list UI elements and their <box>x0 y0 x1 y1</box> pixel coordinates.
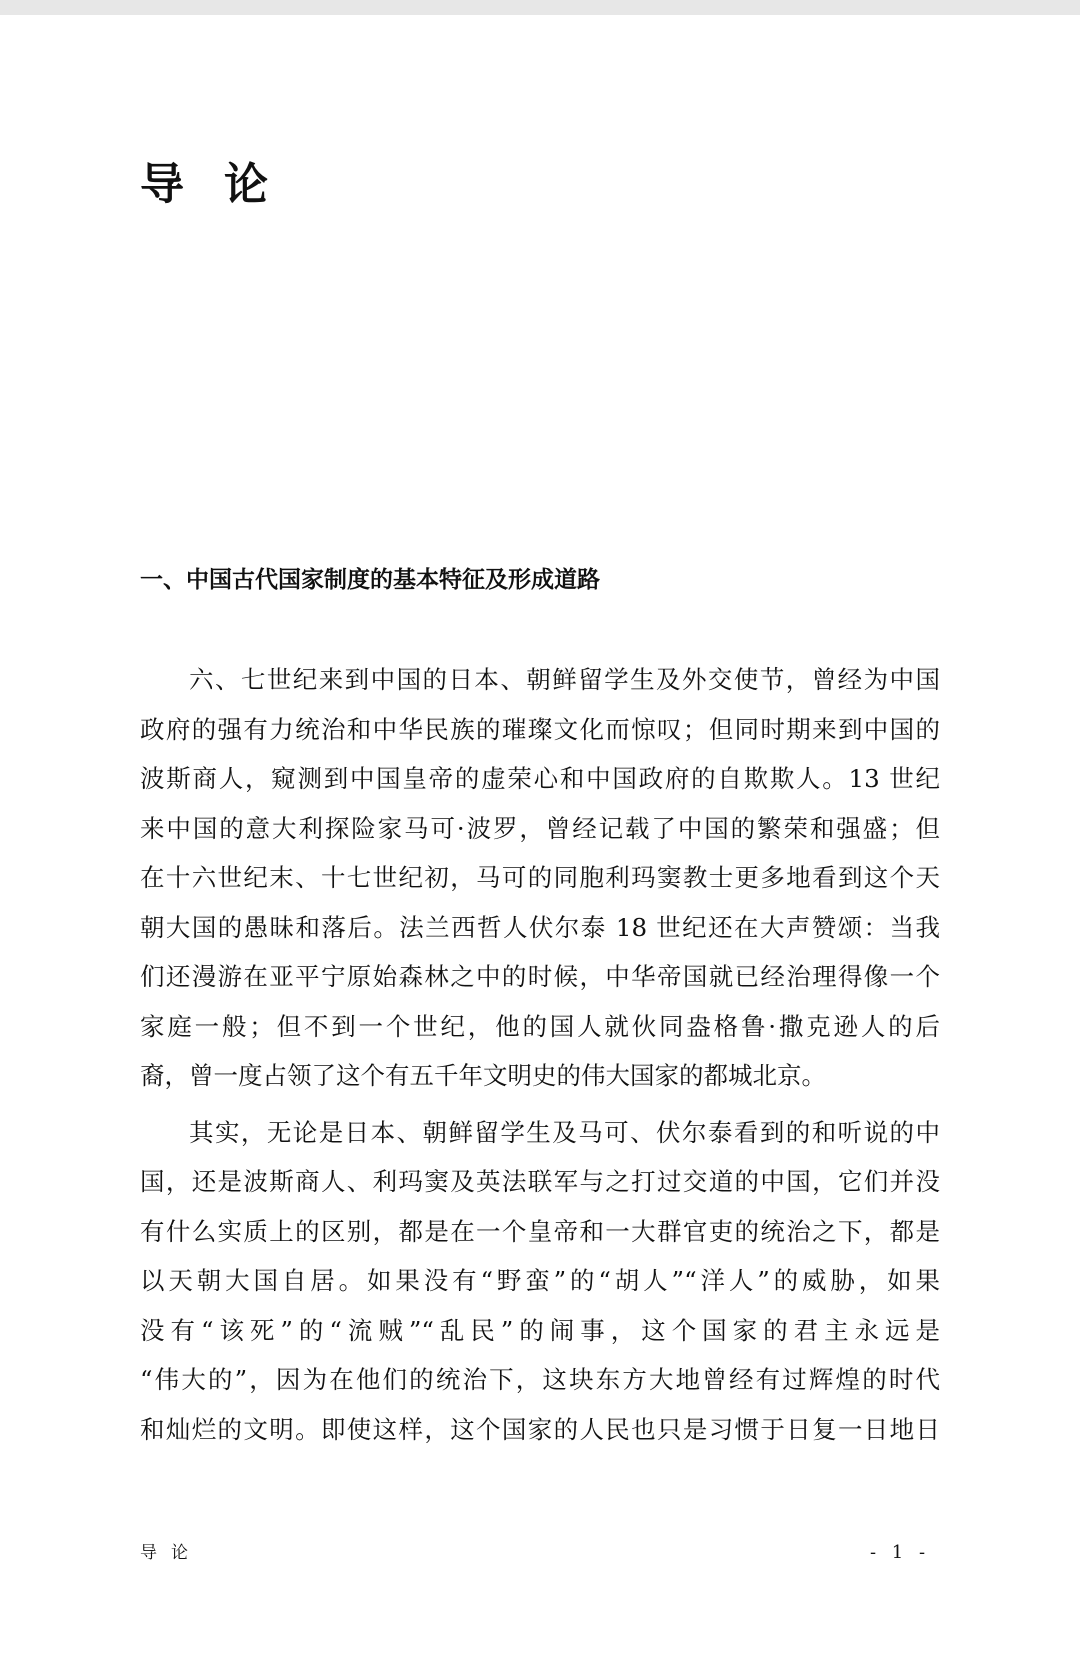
section-heading: 一、中国古代国家制度的基本特征及形成道路 <box>140 567 600 593</box>
text-line: 六、七世纪来到中国的日本、朝鲜留学生及外交使节，曾经为中国 <box>189 665 940 694</box>
top-edge-band <box>0 0 1080 15</box>
text-line: 政府的强有力统治和中华民族的璀璨文化而惊叹；但同时期来到中国的 <box>140 714 940 744</box>
document-page <box>0 15 1080 1664</box>
paragraph-2 <box>140 1108 940 1455</box>
page-number: - 1 - <box>870 1542 931 1563</box>
text-line: 国，还是波斯商人、利玛窦及英法联军与之打过交道的中国，它们并没 <box>140 1167 940 1196</box>
text-line: 家庭一般；但不到一个世纪，他的国人就伙同盎格鲁·撒克逊人的后 <box>140 1011 940 1041</box>
text-line: 没有“该死”的“流贼”“乱民”的闹事，这个国家的君主永远是 <box>140 1315 940 1345</box>
text-line: 来中国的意大利探险家马可·波罗，曾经记载了中国的繁荣和强盛；但 <box>140 813 940 843</box>
text-line: 在十六世纪末、十七世纪初，马可的同胞利玛窦教士更多地看到这个天 <box>140 863 940 892</box>
text-line: 朝大国的愚昧和落后。法兰西哲人伏尔泰 18 世纪还在大声赞颂：当我 <box>140 912 940 942</box>
text-line: 其实，无论是日本、朝鲜留学生及马可、伏尔泰看到的和听说的中 <box>189 1117 940 1147</box>
text-line: 裔，曾一度占领了这个有五千年文明史的伟大国家的都城北京。 <box>140 1061 826 1090</box>
text-line: 们还漫游在亚平宁原始森林之中的时候，中华帝国就已经治理得像一个 <box>140 962 940 991</box>
text-line: 波斯商人，窥测到中国皇帝的虚荣心和中国政府的自欺欺人。13 世纪 <box>140 764 940 793</box>
text-line: 以天朝大国自居。如果没有“野蛮”的“胡人”“洋人”的威胁，如果 <box>140 1266 940 1295</box>
paragraph-1 <box>140 655 940 1101</box>
chapter-title: 导论 <box>140 159 308 210</box>
text-line: 有什么实质上的区别，都是在一个皇帝和一大群官吏的统治之下，都是 <box>140 1216 940 1246</box>
running-footer-title: 导论 <box>140 1543 202 1563</box>
text-line: 和灿烂的文明。即使这样，这个国家的人民也只是习惯于日复一日地日 <box>140 1414 940 1444</box>
text-line: “伟大的”，因为在他们的统治下，这块东方大地曾经有过辉煌的时代 <box>140 1365 940 1394</box>
body-text <box>140 655 940 1461</box>
